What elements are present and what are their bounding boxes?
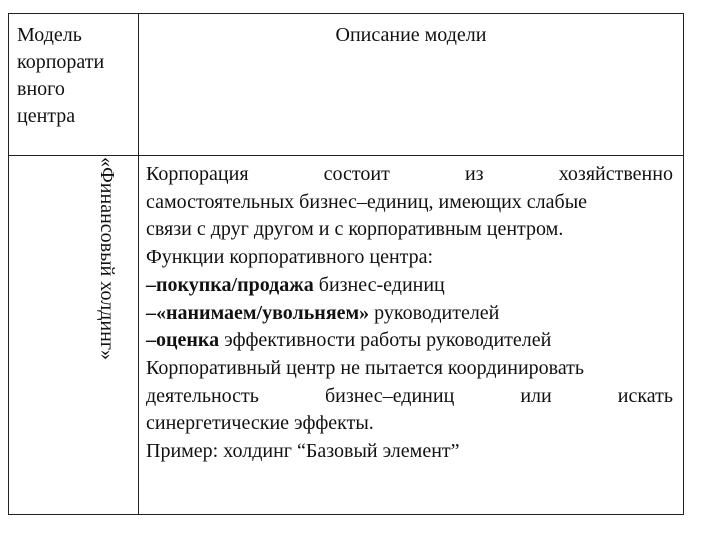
description-line-9 — [146, 383, 673, 411]
header-model-line: центра — [17, 105, 76, 127]
model-name-rotated: «Финансовый холдинг» — [96, 157, 118, 360]
description-line-6 — [146, 300, 673, 328]
bold-function: –«нанимаем/увольняем» — [146, 301, 370, 324]
word: бизнес–единиц — [324, 384, 455, 407]
description-line-10: синергетические эффекты. — [146, 412, 374, 435]
description-line-1 — [146, 161, 673, 189]
header-model-line: корпорати — [17, 51, 105, 73]
function-rest: эффективности работы руководителей — [219, 329, 552, 352]
word: искать — [617, 384, 673, 407]
description-cell — [146, 161, 673, 466]
header-model-line: Модель — [17, 24, 82, 46]
function-rest: руководителей — [369, 301, 500, 324]
word: из — [464, 163, 484, 185]
header-description-cell: Описание модели — [335, 24, 487, 46]
header-model-cell — [17, 22, 135, 130]
description-line-7 — [146, 327, 673, 355]
models-table — [8, 13, 684, 515]
header-model-line: вного — [17, 78, 65, 100]
description-line-3: связи с друг другом и с корпоративным центром. — [146, 218, 564, 241]
word: Корпорация — [146, 163, 249, 185]
bold-function: –оценка — [146, 329, 220, 352]
description-line-4: Функции корпоративного центра: — [146, 246, 434, 269]
word: состоит — [323, 163, 390, 185]
word: или — [520, 384, 552, 407]
word: хозяйственно — [558, 163, 673, 185]
description-line-2: самостоятельных бизнес–единиц, имеющих слабые — [146, 190, 588, 213]
description-line-5 — [146, 272, 673, 300]
column-divider — [138, 14, 139, 514]
model-name-cell — [9, 156, 138, 514]
description-line-8: Корпоративный центр не пытается координировать — [146, 356, 585, 379]
bold-function: –покупка/продажа — [146, 273, 314, 296]
function-rest: бизнес-единиц — [313, 273, 445, 296]
description-line-11: Пример: холдинг “Базовый элемент” — [146, 440, 460, 463]
word: деятельность — [146, 384, 259, 407]
